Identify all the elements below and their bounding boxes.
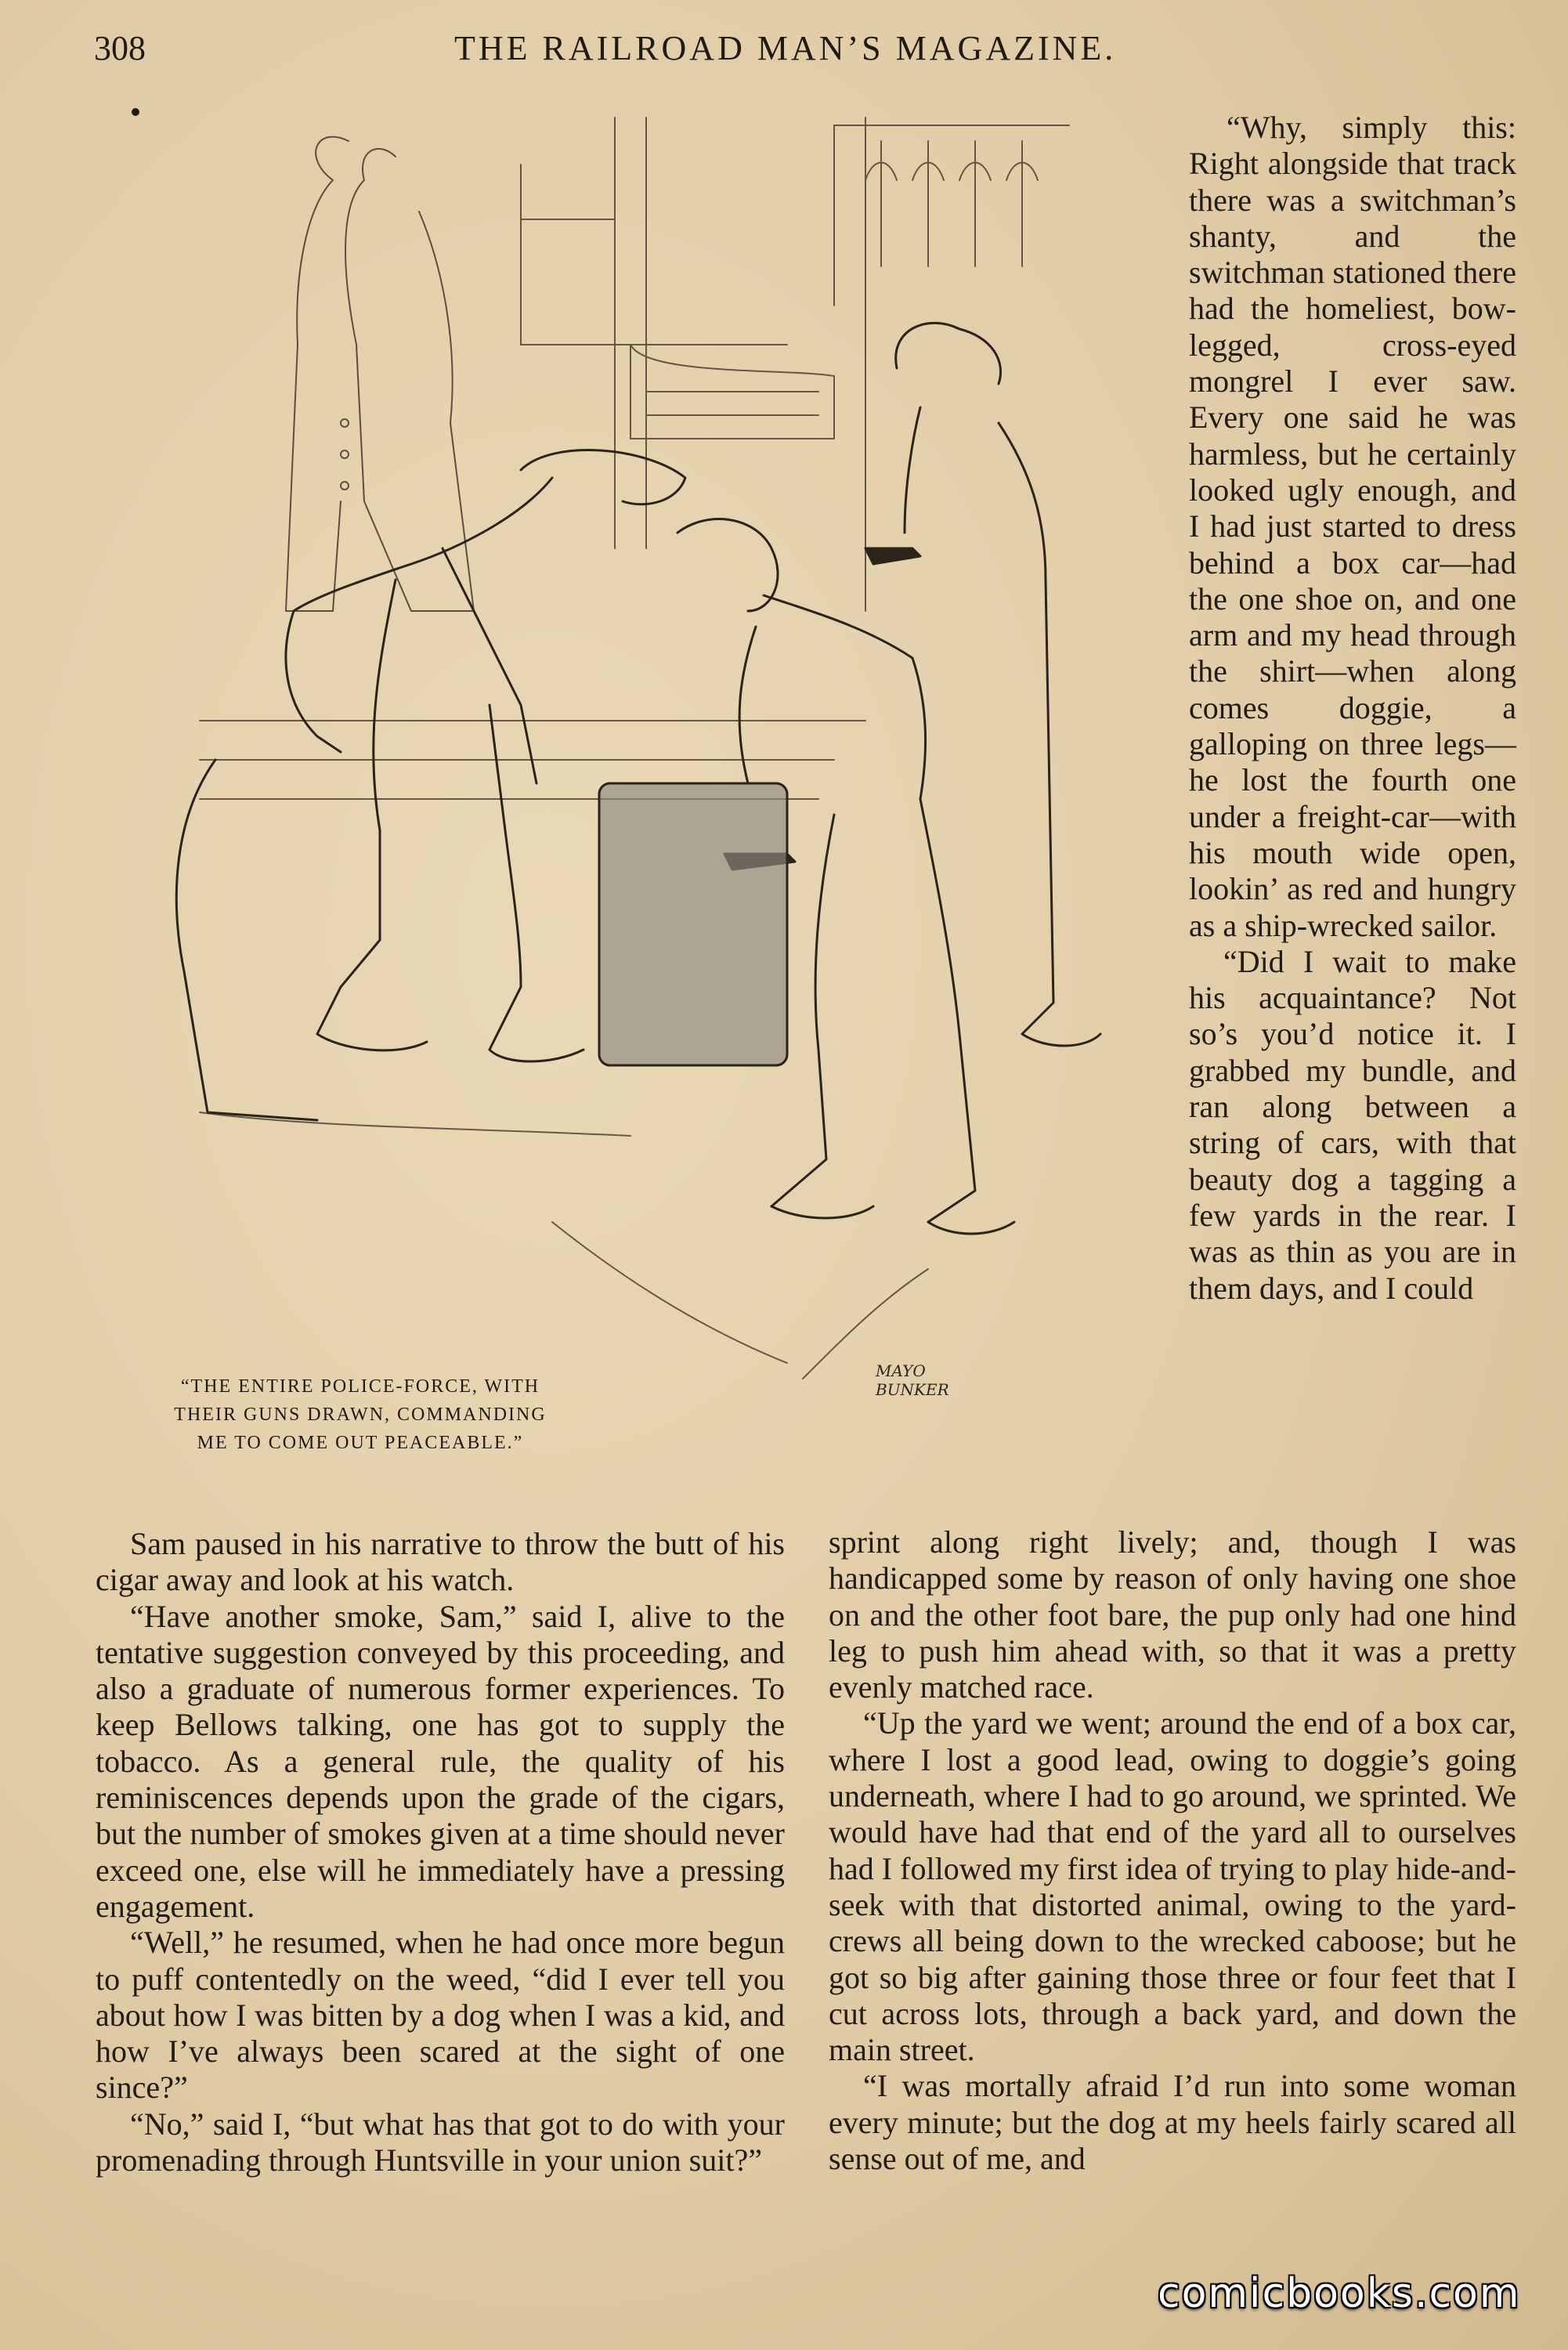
paragraph: “Why, simply this: Right alongside that track there was a switchman’s shanty, and the switchman stationed there had the homeliest, bow-legged, cross-eyed mongrel I ever saw. Every one said he was harmless, but he certainly looked ugly enough, and I had just started to dress behind a box car—had the one shoe on, and one arm and my head through the shirt—when along comes doggie, a galloping on three legs—he lost the fourth one under a freight-car—with his mouth wide open, lookin’ as red and hungry as a ship-wrecked sailor.	[1189, 110, 1516, 943]
site-watermark: comicbooks.com	[1158, 2270, 1521, 2317]
artist-signature	[876, 1361, 949, 1399]
caption-line: ME TO COME OUT PEACEABLE.”	[197, 1433, 524, 1453]
paragraph: “Up the yard we went; around the end of a box car, where I lost a good lead, owing to doggie’s going underneath, where I had to go around, we sprinted. We would have had that end of the yard all to ourselves had I followed my first idea of trying to play hide-and-seek with that distorted animal, owing to the yard-crews all being down to the wrecked caboose; but he got so big after gaining those three or four feet that I cut across lots, through a back yard, and down the main street.	[829, 1705, 1516, 2068]
ground-lines	[200, 1112, 928, 1379]
running-head: THE RAILROAD MAN’S MAGAZINE.	[454, 29, 1117, 67]
paragraph: “Well,” he resumed, when he had once more begun to puff contentedly on the weed, “did I ever tell you about how I was bitten by a dog when I was a kid, and how I’ve always been scared at the sight of one since?”	[96, 1925, 785, 2106]
left-bottom-column	[96, 1526, 785, 2178]
railcar-window	[599, 783, 787, 1065]
man-with-revolver-right	[865, 323, 1100, 1046]
women-figures	[286, 137, 474, 611]
paragraph: “Did I wait to make his acquaintance? Not so’s you’d notice it. I grabbed my bundle, and ran along between a string of cars, with that beauty dog a tagging a few yards in the rear. I was as thin as you are in them days, and I could	[1189, 943, 1516, 1306]
caption-line: THEIR GUNS DRAWN, COMMANDING	[174, 1405, 547, 1425]
signature-line: BUNKER	[876, 1380, 949, 1399]
paragraph: “I was mortally afraid I’d run into some woman every minute; but the dog at my heels fairly scared all sense out of me, and	[829, 2068, 1516, 2177]
paragraph: Sam paused in his narrative to throw the butt of his cigar away and look at his watch.	[96, 1526, 785, 1598]
signature-line: MAYO	[876, 1361, 926, 1380]
illustration-caption	[110, 1372, 611, 1457]
caption-line: “THE ENTIRE POLICE-FORCE, WITH	[180, 1376, 540, 1397]
right-bottom-column	[829, 1524, 1516, 2177]
paragraph: “No,” said I, “but what has that got to do with your promenading through Huntsville in your union suit?”	[96, 2106, 785, 2178]
illustration-police-scene	[82, 110, 1179, 1410]
page-number: 308	[94, 29, 146, 67]
right-top-column	[1189, 110, 1516, 1307]
paragraph: “Have another smoke, Sam,” said I, alive to the tentative suggestion conveyed by this proceeding, and also a graduate of numerous former experiences. To keep Bellows talking, one has got to supply the tobacco. As a general rule, the quality of his reminiscences depends upon the grade of the cigars, but the number of smokes given at a time should never exceed one, else will he immediately have a pressing engagement.	[96, 1598, 785, 1924]
paragraph: sprint along right lively; and, though I was handicapped some by reason of only having one shoe on and the other foot bare, the pup only had one hind leg to push him ahead with, so that it was a pretty evenly matched race.	[829, 1524, 1516, 1705]
background-building	[200, 118, 1069, 799]
